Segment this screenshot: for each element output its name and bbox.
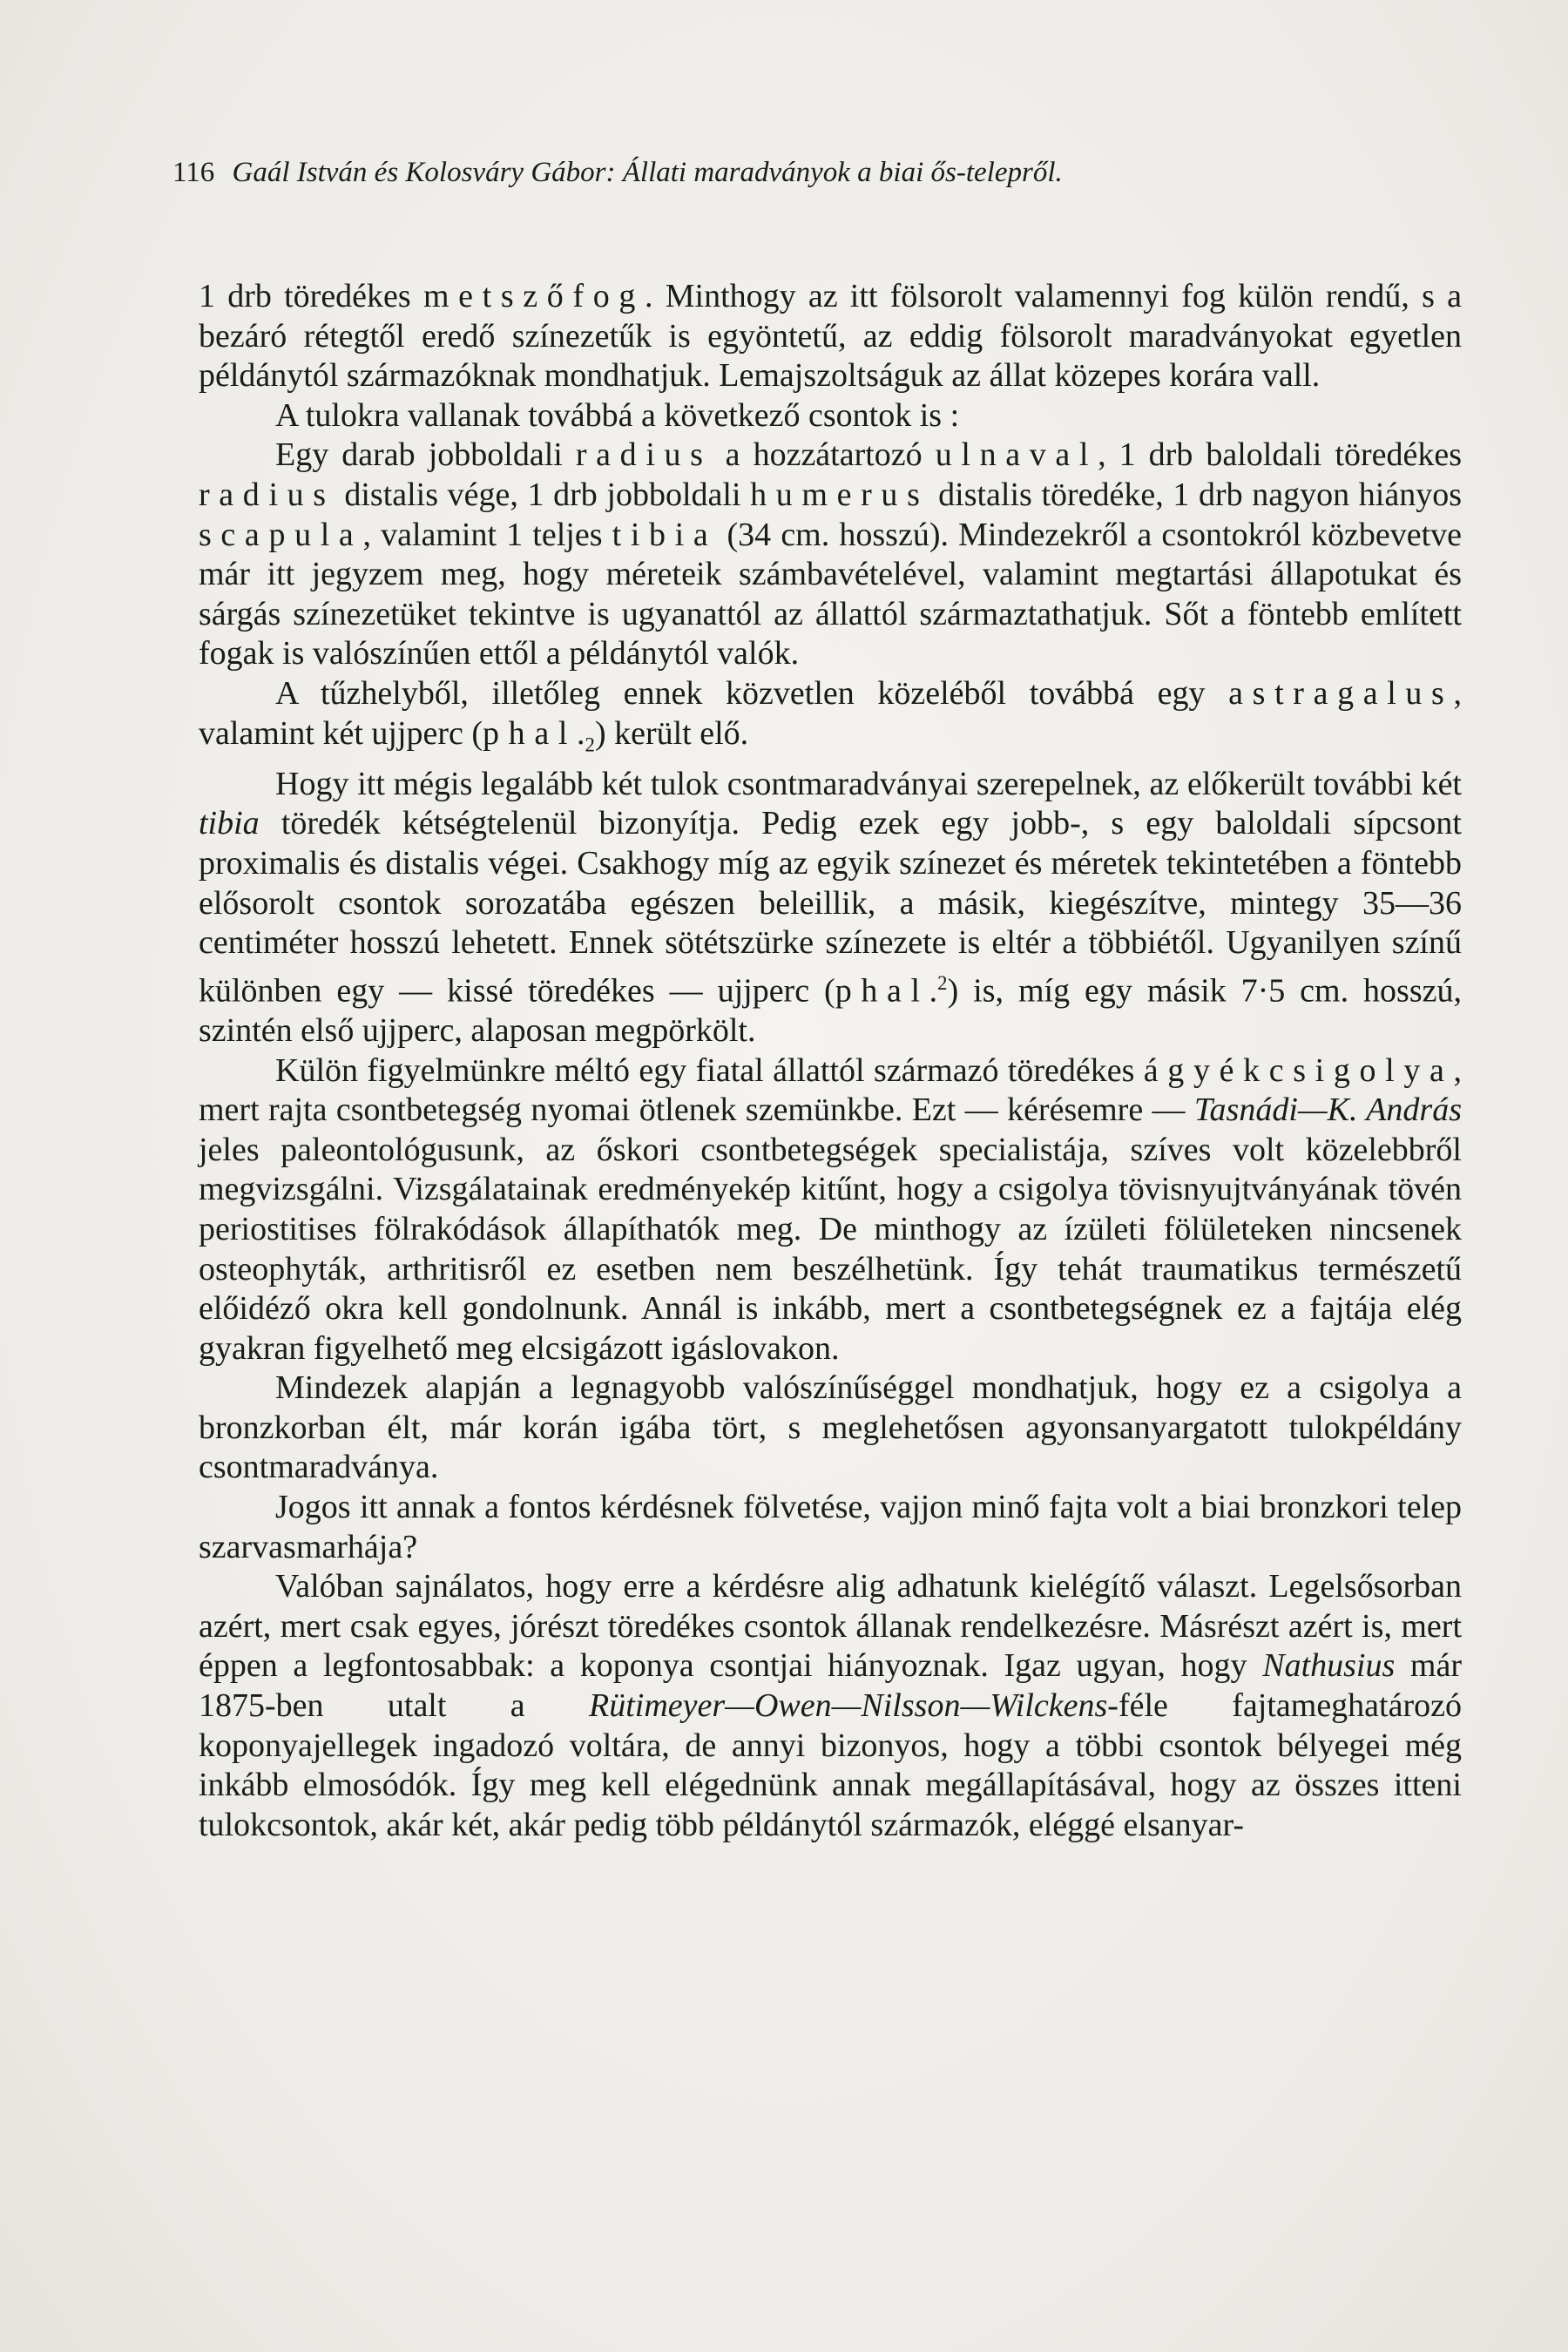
spaced-term: ulnaval (935, 436, 1098, 474)
spaced-term: phal (835, 972, 929, 1010)
text-run: Mindezek alapján a legnagyobb valószínűséggel mondhatjuk, hogy ez a csigolya a bronzkorban élt, már korán igába tört, s meglehetősen agyonsanyargatott tulokpéldány csontmaradványa. (199, 1369, 1462, 1486)
text-run: , mert rajta csontbetegség nyomai ötlenek szemünkbe. Ezt — kérésemre — (199, 1051, 1462, 1129)
text-run: Külön figyelmünkre méltó egy fiatal állattól származó töredékes (275, 1051, 1144, 1089)
italic-term: Rütimeyer—Owen—Nilsson—Wilckens (589, 1687, 1108, 1725)
text-run: , 1 drb baloldali töredékes (1098, 436, 1463, 474)
text-run: 2 (585, 733, 595, 756)
text-run: , valamint 1 teljes (362, 516, 612, 553)
italic-term: Tasnádi—K. András (1193, 1092, 1462, 1129)
body-text (199, 277, 1462, 1845)
spaced-term: radius (575, 436, 713, 474)
text-run: töredék kétségtelenül bizonyítja. Pedig ezek egy jobb-, s egy baloldali sípcsont proximalis és distalis végei. Csakhogy míg az egyik színezet és méretek tekintetében a föntebb elősorolt csontok sorozatába egészen beleillik, a másik, kiegészítve, mintegy 35—36 centiméter hosszú lehetett. Ennek sötétszürke színezete is eltér a többiétől. Ugyanilyen színű különben egy — kissé töredékes — ujjperc ( (199, 805, 1462, 1010)
italic-term: Nathusius (1262, 1647, 1396, 1685)
text-run: a hozzátartozó (712, 436, 936, 474)
text-run: Hogy itt mégis legalább két tulok csontmaradványai szerepelnek, az előkerült további két (275, 765, 1462, 802)
running-title: Gaál István és Kolosváry Gábor: Állati maradványok a biai ős-telepről. (232, 157, 1063, 188)
text-run: Egy darab jobboldali (275, 436, 576, 474)
text-run: 1 drb töredékes (199, 278, 423, 314)
text-run: -féle fajtameghatározó koponyajellegek ingadozó voltára, de annyi bizonyos, hogy a többi csontok bélyegei még inkább elmosódók. Így meg kell elégednünk annak megállapításával, hogy az összes itteni tulokcsontok, akár két, akár pedig több példánytól származók, eléggé elsanyar- (199, 1687, 1462, 1843)
paragraph (199, 1051, 1462, 1369)
paragraph (199, 674, 1462, 765)
text-run: ) került elő. (594, 714, 749, 752)
spaced-term: humerus (750, 476, 929, 513)
running-head (172, 155, 1479, 190)
text-run: A tulokra vallanak továbbá a következő csontok is : (275, 396, 960, 434)
text-run: . (577, 714, 585, 752)
spaced-term: astragalus (1228, 674, 1454, 712)
text-run: . (929, 972, 938, 1010)
paragraph (199, 1488, 1462, 1567)
paragraph (199, 1369, 1462, 1488)
spaced-term: phal (483, 714, 578, 752)
spaced-term: radius (199, 476, 335, 513)
text-run: (34 cm. hosszú). Mindezekről a csontokról közbevetve már itt jegyzem meg, hogy méreteik számbavételével, valamint megtartási állapotukat és sárgás színezetüket tekintve is ugyanattól az állattól származtathatjuk. Sőt a föntebb említett fogak is valószínűen ettől a példánytól valók. (199, 516, 1462, 672)
paragraph (199, 1567, 1462, 1845)
text-run: 2 (937, 971, 948, 994)
paragraph (199, 396, 1462, 436)
paragraph (199, 436, 1462, 674)
text-run: Valóban sajnálatos, hogy erre a kérdésre alig adhatunk kielégítő választ. Legelsősorban azért, mert csak egyes, jórészt töredékes csontok állanak rendelkezésre. Másrészt azért is, mert éppen a legfontosabbak: a koponya csontjai hiányoznak. Igaz ugyan, hogy (199, 1568, 1462, 1685)
paragraph (199, 277, 1462, 396)
text-run: distalis töredéke, 1 drb nagyon hiányos (929, 476, 1463, 513)
text-run: A tűzhelyből, illetőleg ennek közvetlen közeléből továbbá egy (275, 674, 1229, 712)
text-run: , valamint két ujjperc ( (199, 674, 1462, 752)
text-run: jeles paleontológusunk, az őskori csontbetegségek specialistája, szíves volt közelebbről megvizsgálni. Vizsgálatainak eredményekép kitűnt, hogy a csigolya tövisnyujtványának tövén periostitises fölrakódások állapíthatók meg. De minthogy az ízületi fölületeken nincsenek osteophyták, arthritisről ez esetben nem beszélhetünk. Így tehát traumatikus természetű előidéző okra kell gondolnunk. Annál is inkább, mert a csontbetegségnek ez a fajtája elég gyakran figyelhető meg elcsigázott igáslovakon. (199, 1131, 1462, 1367)
text-run: . Minthogy az itt fölsorolt valamennyi fog külön rendű, s a bezáró rétegtől eredő színezetűk is egyöntetű, az eddig fölsorolt maradványokat egyetlen példánytól származóknak mondhatjuk. Lemajszoltságuk az állat közepes korára vall. (199, 278, 1462, 395)
paragraph (199, 765, 1462, 1051)
text-run: distalis vége, 1 drb jobboldali (335, 476, 751, 513)
text-run: már 1875-ben utalt a (199, 1647, 1462, 1725)
spaced-term: ágyékcsigolya (1143, 1051, 1454, 1089)
spaced-term: scapula (199, 516, 363, 553)
page-number: 116 (172, 157, 215, 188)
italic-term: tibia (199, 805, 260, 842)
text-run: ) is, míg egy másik 7·5 cm. hosszú, szintén első ujjperc, alaposan megpörkölt. (199, 972, 1462, 1049)
text-run: Jogos itt annak a fontos kérdésnek fölvetése, vajjon minő fajta volt a biai bronzkori telep szarvasmarhája? (199, 1489, 1462, 1565)
spaced-term: metszőfog (422, 278, 645, 314)
spaced-term: tibia (612, 516, 718, 553)
